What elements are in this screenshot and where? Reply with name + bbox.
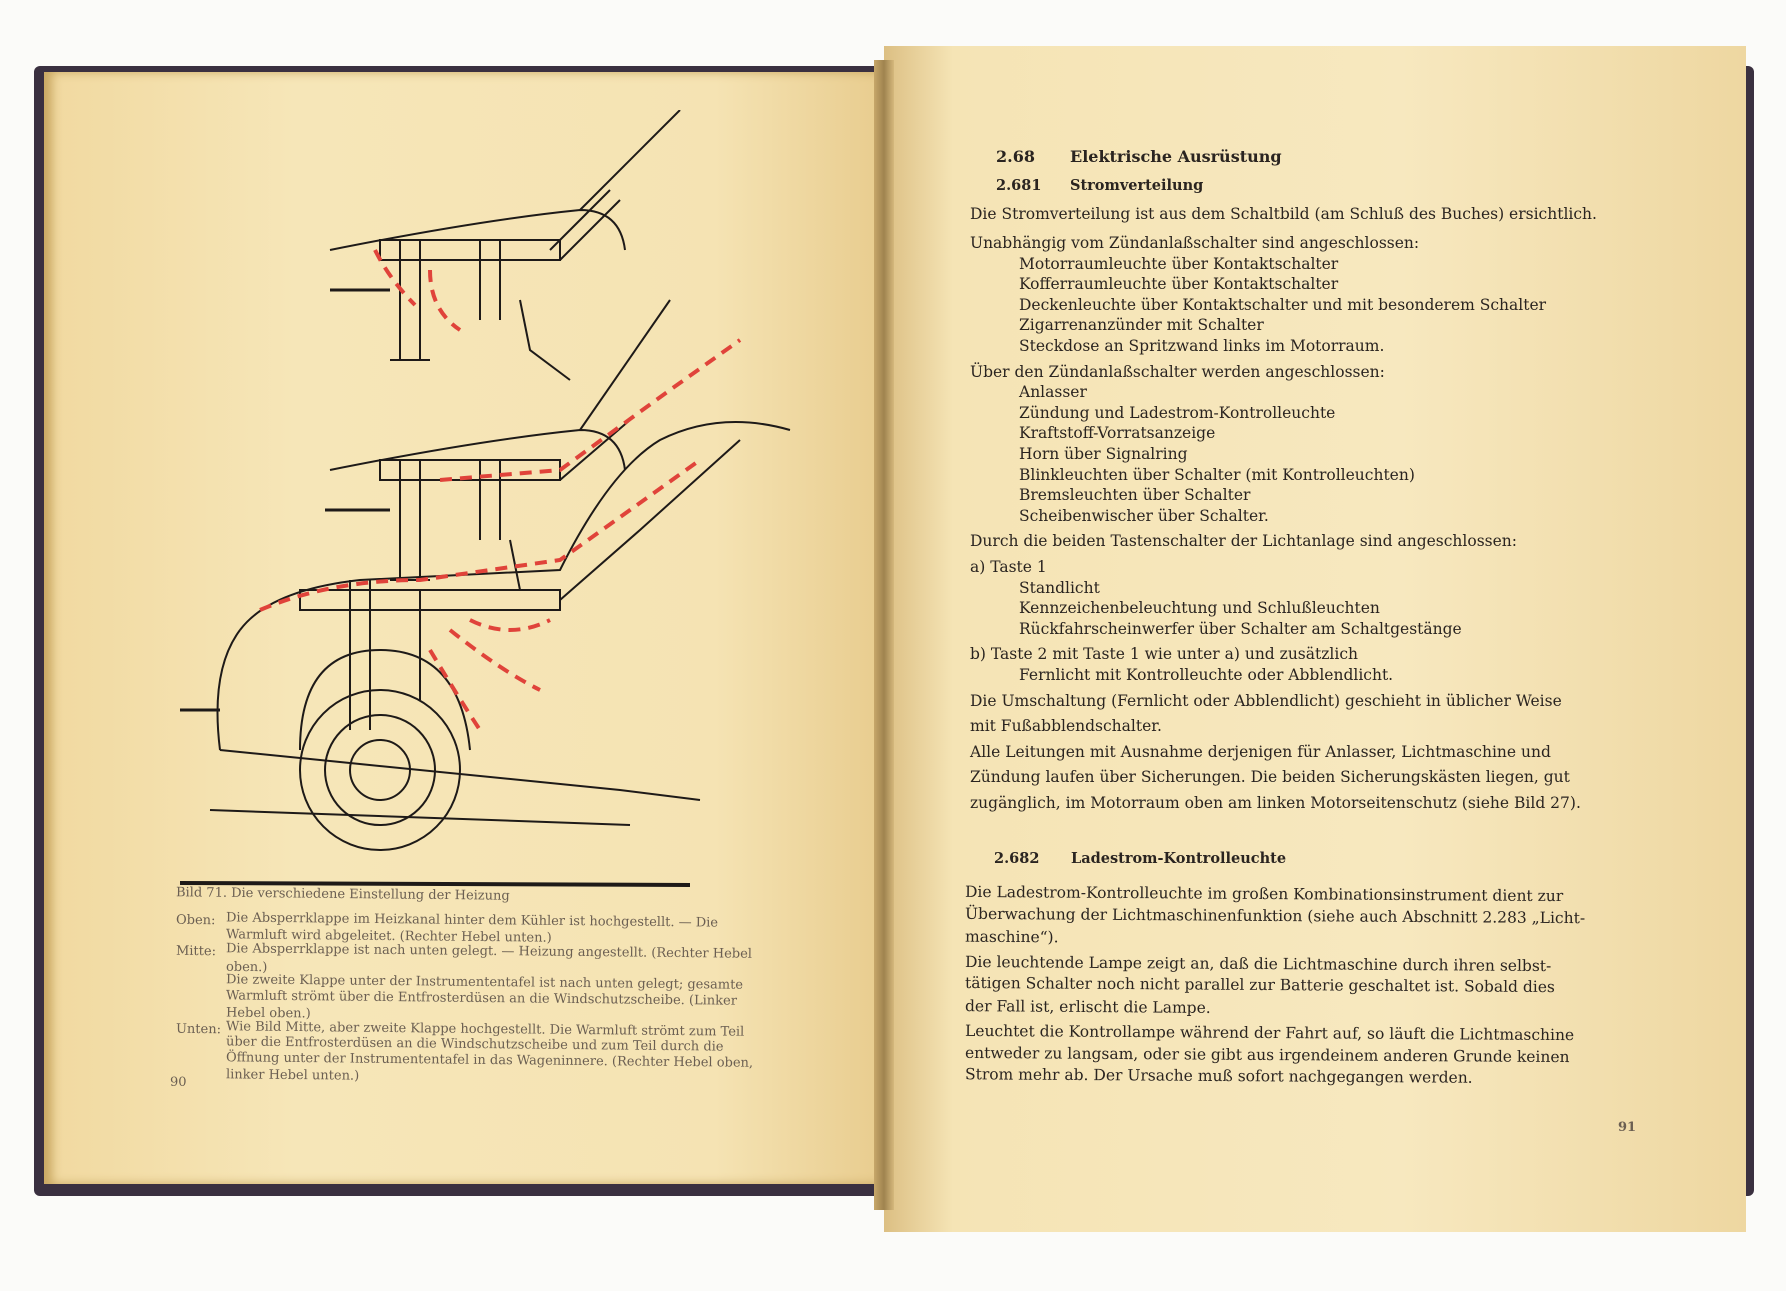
text-line: Kennzeichenbeleuchtung und Schlußleuchten <box>1019 599 1380 618</box>
caption-line: oben.) <box>225 959 268 975</box>
text-line: Bremsleuchten über Schalter <box>1019 486 1251 505</box>
text-line: Zündung und Ladestrom-Kontrolleuchte <box>1019 403 1336 422</box>
text-line: Die Umschaltung (Fernlicht oder Abblendlicht) geschieht in üblicher Weise <box>970 691 1562 710</box>
text-line: Kofferraumleuchte über Kontaktschalter <box>1019 275 1339 294</box>
text-line: Steckdose an Spritzwand links im Motorraum. <box>1019 337 1385 355</box>
caption-line: Warmluft wird abgeleitet. (Rechter Hebel unten.) <box>225 926 552 946</box>
text-line: Standlicht <box>1019 578 1100 597</box>
text-line: entweder zu langsam, oder sie gibt aus irgendeinem anderen Grunde keinen <box>964 1043 1570 1066</box>
caption-label: Oben: <box>175 912 216 929</box>
caption-line: Die zweite Klappe unter der Instrumententafel ist nach unten gelegt; gesamte <box>225 972 744 993</box>
text-line: Zigarrenanzünder mit Schalter <box>1019 316 1264 335</box>
figure-caption: Bild 71. Die verschiedene Einstellung der Heizung <box>175 885 510 904</box>
text-line: Strom mehr ab. Der Ursache muß sofort nachgegangen werden. <box>964 1065 1473 1087</box>
text-line: mit Fußabblendschalter. <box>970 717 1162 736</box>
section-number: 2.68 <box>996 147 1035 166</box>
caption-line: Wie Bild Mitte, aber zweite Klappe hochgestellt. Die Warmluft strömt zum Teil <box>225 1018 745 1040</box>
text-line: zugänglich, im Motorraum oben am linken Motorseitenschutz (siehe Bild 27). <box>970 794 1581 812</box>
caption-line: Die Absperrklappe im Heizkanal hinter dem Kühler ist hochgestellt. — Die <box>225 910 719 931</box>
text-line: Unabhängig vom Zündanlaßschalter sind angeschlossen: <box>970 234 1420 252</box>
caption-line: über die Entfrosterdüsen an die Windschutzscheibe und zum Teil durch die <box>225 1034 724 1055</box>
text-line: tätigen Schalter noch nicht parallel zur Batterie geschaltet ist. Sobald dies <box>964 973 1555 997</box>
text-line: Zündung laufen über Sicherungen. Die beiden Sicherungskästen liegen, gut <box>970 768 1570 787</box>
diagram-middle <box>325 300 670 590</box>
text-line: Die Stromverteilung ist aus dem Schaltbild (am Schluß des Buches) ersichtlich. <box>970 205 1597 223</box>
caption-line: linker Hebel unten.) <box>225 1067 360 1084</box>
text-line: Fernlicht mit Kontrolleuchte oder Abblendlicht. <box>1019 666 1394 684</box>
text-line: Horn über Signalring <box>1019 445 1188 463</box>
page-number-right: 91 <box>1618 1120 1637 1135</box>
text-line: Rückfahrscheinwerfer über Schalter am Schaltgestänge <box>1019 619 1462 638</box>
text-line: Die Ladestrom-Kontrolleuchte im großen Kombinationsinstrument dient zur <box>964 882 1564 906</box>
text-line: Alle Leitungen mit Ausnahme derjenigen für Anlasser, Lichtmaschine und <box>970 742 1551 761</box>
text-line: Motorraumleuchte über Kontaktschalter <box>1019 254 1339 273</box>
page-number-left: 90 <box>170 1075 187 1090</box>
text-line: Kraftstoff-Vorratsanzeige <box>1019 424 1216 443</box>
subsection-title: Stromverteilung <box>1070 177 1204 194</box>
text-line: Durch die beiden Tastenschalter der Lichtanlage sind angeschlossen: <box>970 532 1517 551</box>
caption-line: Öffnung unter der Instrumententafel in das Wageninnere. (Rechter Hebel oben, <box>225 1049 754 1071</box>
caption-line: Hebel oben.) <box>225 1005 311 1022</box>
diagram-top <box>330 110 680 380</box>
book-gutter <box>874 60 894 1210</box>
caption-label: Unten: <box>175 1021 222 1037</box>
subsection-number-2: 2.682 <box>994 850 1040 867</box>
text-line: Überwachung der Lichtmaschinenfunktion (siehe auch Abschnitt 2.283 „Licht- <box>964 904 1586 927</box>
text-line: maschine“). <box>964 927 1059 947</box>
text-line: Die leuchtende Lampe zeigt an, daß die Lichtmaschine durch ihren selbst- <box>964 952 1552 975</box>
section-title: Elektrische Ausrüstung <box>1070 147 1282 166</box>
text-line: Leuchtet die Kontrollampe während der Fahrt auf, so läuft die Lichtmaschine <box>964 1021 1575 1045</box>
caption-line: Warmluft strömt über die Entfrosterdüsen an die Windschutzscheibe. (Linker <box>225 987 738 1009</box>
subsection-number: 2.681 <box>996 177 1042 194</box>
text-line: Über den Zündanlaßschalter werden angeschlossen: <box>970 362 1385 381</box>
caption-line: Die Absperrklappe ist nach unten gelegt. — Heizung angestellt. (Rechter Hebel <box>225 941 753 962</box>
subsection-title-2: Ladestrom-Kontrolleuchte <box>1071 850 1287 867</box>
text-line: Anlasser <box>1019 383 1087 402</box>
text-line: Deckenleuchte über Kontaktschalter und mit besonderem Schalter <box>1019 295 1547 314</box>
caption-label: Mitte: <box>175 943 217 960</box>
text-line: Blinkleuchten über Schalter (mit Kontrolleuchten) <box>1019 465 1415 484</box>
diagram-bottom-car <box>180 422 790 885</box>
text-line: b) Taste 2 mit Taste 1 wie unter a) und zusätzlich <box>970 645 1358 664</box>
text-line: a) Taste 1 <box>970 558 1047 576</box>
text-line: der Fall ist, erlischt die Lampe. <box>964 996 1211 1017</box>
text-line: Scheibenwischer über Schalter. <box>1019 506 1269 525</box>
heating-illustration <box>180 110 800 890</box>
